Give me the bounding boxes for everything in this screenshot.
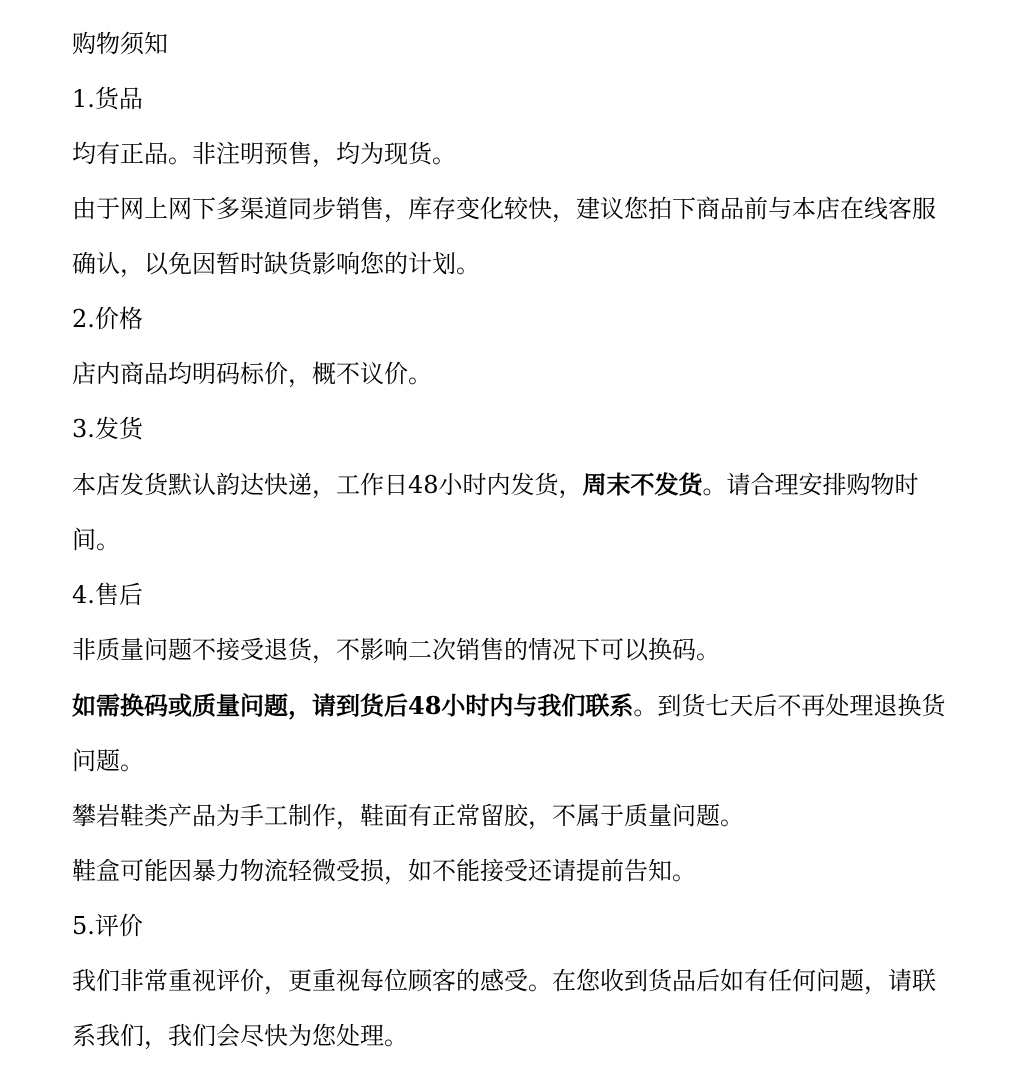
shopping-notice xyxy=(72,17,952,1064)
section-heading-price: 2.价格 xyxy=(72,305,143,333)
shipping-bold-text: 周末不发货 xyxy=(582,470,703,499)
shipping-paragraph xyxy=(72,457,952,568)
goods-paragraph-1: 均有正品。非注明预售，均为现货。 xyxy=(72,140,456,168)
notice-title: 购物须知 xyxy=(72,30,168,58)
after-sales-bold-text: 如需换码或质量问题，请到货后48小时内与我们联系 xyxy=(72,691,634,720)
price-paragraph: 店内商品均明码标价，概不议价。 xyxy=(72,360,432,388)
section-heading-goods: 1.货品 xyxy=(72,85,143,113)
shipping-text-before: 本店发货默认韵达快递，工作日48小时内发货， xyxy=(72,471,583,499)
after-sales-paragraph-4: 鞋盒可能因暴力物流轻微受损，如不能接受还请提前告知。 xyxy=(72,857,696,885)
goods-paragraph-2: 由于网上网下多渠道同步销售，库存变化较快，建议您拍下商品前与本店在线客服确认，以免因暂时缺货影响您的计划。 xyxy=(72,195,936,278)
section-heading-after-sales: 4.售后 xyxy=(72,581,143,609)
after-sales-paragraph-1: 非质量问题不接受退货，不影响二次销售的情况下可以换码。 xyxy=(72,636,720,664)
section-heading-review: 5.评价 xyxy=(72,912,143,940)
after-sales-paragraph-2 xyxy=(72,678,952,789)
after-sales-text-after: 。到货七天后不再处理退换货问题。 xyxy=(72,692,946,775)
review-paragraph: 我们非常重视评价，更重视每位顾客的感受。在您收到货品后如有任何问题，请联系我们，我们会尽快为您处理。 xyxy=(72,967,936,1050)
after-sales-paragraph-3: 攀岩鞋类产品为手工制作，鞋面有正常留胶，不属于质量问题。 xyxy=(72,802,744,830)
shipping-text-after: 。请合理安排购物时间。 xyxy=(72,471,919,554)
section-heading-shipping: 3.发货 xyxy=(72,415,143,443)
